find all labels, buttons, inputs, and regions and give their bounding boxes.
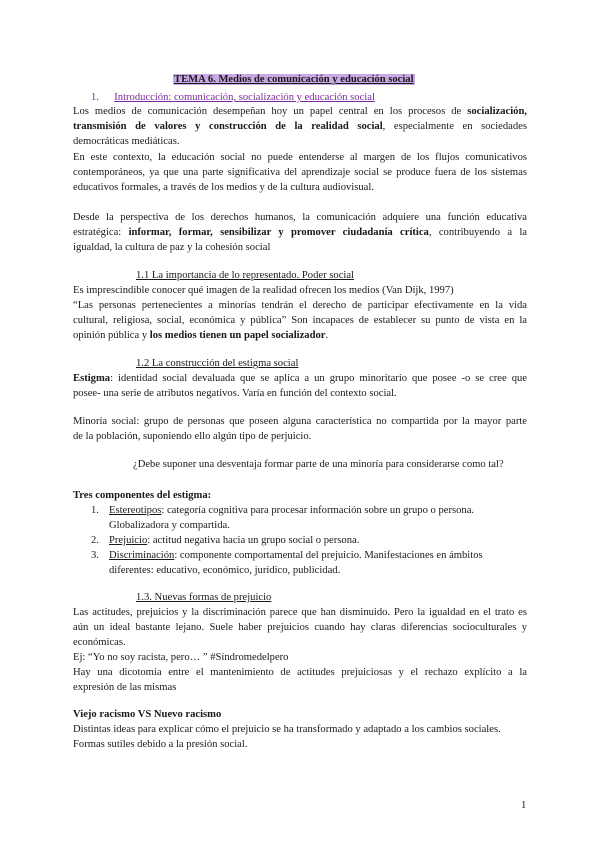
paragraph-line: democráticas mediáticas. (73, 136, 180, 147)
paragraph-line: Distintas ideas para explicar cómo el prejuicio se ha transformado y adaptado a los cambios sociales. (73, 724, 501, 735)
list-item: 3. (91, 550, 99, 561)
paragraph-line: contemporáneos, ya que una parte significativa del aprendizaje social se produce fuera de los sistemas (73, 167, 527, 178)
paragraph-line: Ej: “Yo no soy racista, pero… ” #Síndromedelpero (73, 652, 289, 663)
paragraph-line: “Las personas pertenecientes a minorías tendrán el derecho de participar efectivamente en la vida (73, 300, 527, 311)
page-number: 1 (521, 800, 527, 811)
paragraph-line: igualdad, la cultura de paz y la cohesión social (73, 242, 271, 253)
page-title: TEMA 6. Medios de comunicación y educación social (174, 74, 414, 85)
paragraph-line: Es imprescindible conocer qué imagen de la realidad ofrecen los medios (Van Dijk, 1997) (73, 285, 454, 296)
list-item-continuation: diferentes: educativo, económico, jurídico, publicidad. (109, 565, 341, 576)
paragraph-line: aún un ideal bastante lejano. Suele haber prejuicios cuando hay claras diferencias socioculturales y (73, 622, 527, 633)
paragraph-line: Minoría social: grupo de personas que poseen alguna característica no compartida por la mayor parte (73, 416, 527, 427)
paragraph-line: cultural, religiosa, social, económica y pública” Son incapaces de establecer su punto de vista en la (73, 315, 527, 326)
paragraph-line: posee- una serie de atributos negativos. Varía en función del contexto social. (73, 388, 397, 399)
list-item: 1. (91, 505, 99, 516)
paragraph-line: Desde la perspectiva de los derechos humanos, la comunicación adquiere una función educativa (73, 212, 527, 223)
subsection-heading-1-3: 1.3. Nuevas formas de prejuicio (136, 592, 272, 603)
paragraph-line: educativos formales, a través de los medios y de la cultura audiovisual. (73, 182, 374, 193)
list-item-continuation: Globalizadora y compartida. (109, 520, 230, 531)
list-item: 2. (91, 535, 99, 546)
list-heading: Tres componentes del estigma: (73, 490, 212, 501)
list-item-text: Discriminación: componente comportamental del prejuicio. Manifestaciones en ámbitos (109, 550, 483, 561)
paragraph-line: transmisión de valores y construcción de la realidad social, especialmente en sociedades (73, 121, 527, 132)
subsection-heading-1-2: 1.2 La construcción del estigma social (136, 358, 299, 369)
paragraph-line: económicas. (73, 637, 126, 648)
paragraph-line: Hay una dicotomía entre el mantenimiento de actitudes prejuiciosas y el rechazo explícito a la (73, 667, 527, 678)
list-item-text: Prejuicio: actitud negativa hacia un grupo social o persona. (109, 535, 360, 546)
paragraph-line: Las actitudes, prejuicios y la discriminación parece que han disminuido. Pero la igualdad en el trato es (73, 607, 527, 618)
paragraph-line: opinión pública y los medios tienen un papel socializador. (73, 330, 329, 341)
paragraph-line: Estigma: identidad social devaluada que se aplica a un grupo minoritario que posee -o se cree que (73, 373, 527, 384)
paragraph-line: Los medios de comunicación desempeñan hoy un papel central en los procesos de socialización, (73, 106, 527, 117)
subsection-heading-1-1: 1.1 La importancia de lo representado. Poder social (136, 270, 354, 281)
section-heading-1: 1. Introducción: comunicación, socialización y educación social (91, 92, 375, 103)
subheading-viejo-racismo: Viejo racismo VS Nuevo racismo (73, 709, 222, 720)
question-line: ¿Debe suponer una desventaja formar parte de una minoría para considerarse como tal? (133, 459, 504, 470)
paragraph-line: de la población, suponiendo ello algún tipo de perjuicio. (73, 431, 312, 442)
paragraph-line: Formas sutiles debido a la presión social. (73, 739, 248, 750)
paragraph-line: expresión de las mismas (73, 682, 177, 693)
paragraph-line: En este contexto, la educación social no puede entenderse al margen de los flujos comunicativos (73, 152, 527, 163)
list-item-text: Estereotipos: categoría cognitiva para procesar información sobre un grupo o persona. (109, 505, 475, 516)
paragraph-line: estratégica: informar, formar, sensibilizar y promover ciudadanía crítica, contribuyendo a la (73, 227, 528, 238)
